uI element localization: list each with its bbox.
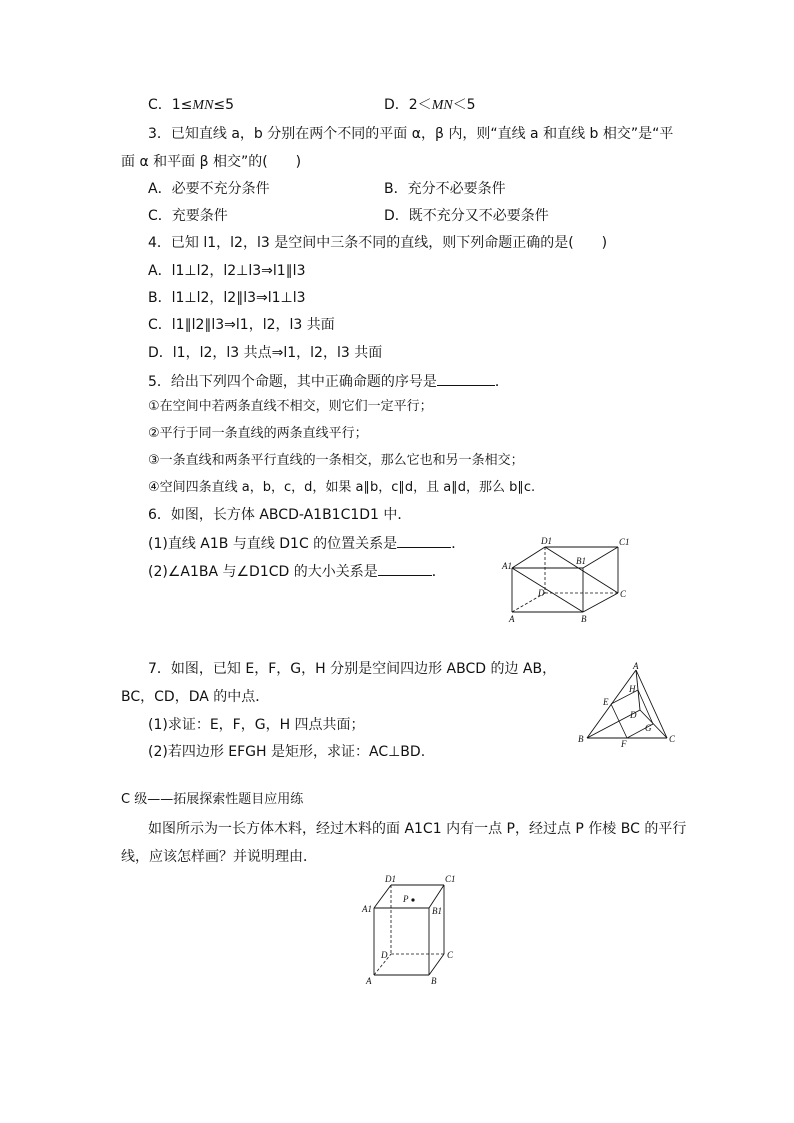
q4-option-b: B．l1⊥l2，l2∥l3⇒l1⊥l3 (148, 290, 306, 306)
c-label-b1: B1 (432, 906, 442, 916)
c-label-d1: D1 (385, 874, 396, 884)
q7-tetrahedron-figure (575, 662, 683, 750)
q4-option-a: A．l1⊥l2，l2⊥l3⇒l1∥l3 (148, 263, 306, 279)
q7-label-e: E (603, 697, 609, 707)
section-c-heading: C 级——拓展探索性题目应用练 (121, 792, 304, 807)
c-label-p: P (403, 894, 409, 904)
q6-label-a1: A1 (502, 561, 512, 571)
q5-item-4: ④空间四条直线 a，b，c，d，如果 a∥b，c∥d，且 a∥d，那么 b∥c. (148, 480, 536, 495)
q7-label-b: B (578, 734, 584, 744)
q4-option-d: D．l1，l2，l3 共点⇒l1，l2，l3 共面 (148, 345, 383, 361)
q7-label-a: A (633, 661, 639, 671)
q5-stem-text: 5．给出下列四个命题，其中正确命题的序号是 (148, 374, 437, 390)
q6-part-2-text: (2)∠A1BA 与∠D1CD 的大小关系是 (148, 564, 378, 580)
q6-label-b1: B1 (576, 556, 586, 566)
q5-item-2: ②平行于同一条直线的两条直线平行； (148, 426, 368, 441)
q6-blank-1 (397, 533, 451, 548)
q6-label-d: D (538, 588, 545, 598)
q5-item-1: ①在空间中若两条直线不相交，则它们一定平行； (148, 399, 433, 414)
q7-label-c: C (669, 734, 676, 744)
q6-label-b: B (581, 614, 587, 624)
section-c-cuboid-figure (358, 870, 462, 990)
c-label-a1: A1 (362, 904, 372, 914)
q5-item-3: ③一条直线和两条平行直线的一条相交，那么它也和另一条相交； (148, 453, 524, 468)
q7-stem-line2: BC，CD，DA 的中点． (121, 689, 270, 705)
q3-option-d: D．既不充分又不必要条件 (384, 208, 549, 224)
q5-answer-blank (437, 371, 495, 386)
c-label-c1: C1 (445, 874, 456, 884)
q7-part-1: (1)求证：E，F，G，H 四点共面； (148, 717, 365, 733)
q6-label-c1: C1 (619, 537, 630, 547)
section-c-body-line1: 如图所示为一长方体木料，经过木料的面 A1C1 内有一点 P，经过点 P 作棱 BC 的平行 (148, 821, 687, 837)
q6-part-1: (1)直线 A1B 与直线 D1C 的位置关系是 ． (148, 533, 465, 553)
q7-label-f: F (621, 739, 627, 749)
c-label-a: A (366, 976, 372, 986)
section-c-body-line2: 线，应该怎样画？并说明理由． (121, 849, 317, 865)
q6-label-a: A (509, 614, 515, 624)
q6-label-d1: D1 (541, 536, 552, 546)
q5-stem: 5．给出下列四个命题，其中正确命题的序号是 ． (148, 371, 509, 391)
q6-cuboid-figure (500, 535, 635, 627)
q6-blank-2 (378, 561, 432, 576)
c-label-b: B (431, 976, 437, 986)
q6-part-2: (2)∠A1BA 与∠D1CD 的大小关系是 ． (148, 561, 446, 581)
q6-stem: 6．如图，长方体 ABCD-A1B1C1D1 中． (148, 507, 412, 523)
q7-label-h: H (629, 684, 636, 694)
q3-option-a: A．必要不充分条件 (148, 181, 270, 197)
point-p-dot (411, 898, 414, 901)
q7-stem-line1: 7．如图，已知 E，F，G，H 分别是空间四边形 ABCD 的边 AB， (148, 661, 557, 677)
q7-label-d: D (630, 710, 637, 720)
q2-option-d: D．2＜MN＜5 (384, 97, 476, 113)
q4-stem: 4．已知 l1，l2，l3 是空间中三条不同的直线，则下列命题正确的是( ) (148, 235, 608, 251)
q7-label-g: G (645, 723, 652, 733)
q2-option-c: C．1≤MN≤5 (148, 97, 235, 113)
q7-part-2: (2)若四边形 EFGH 是矩形，求证：AC⊥BD. (148, 744, 426, 760)
q6-label-c: C (620, 589, 627, 599)
q4-option-c: C．l1∥l2∥l3⇒l1，l2，l3 共面 (148, 317, 335, 333)
q6-part-1-text: (1)直线 A1B 与直线 D1C 的位置关系是 (148, 536, 398, 552)
q3-stem-line2: 面 α 和平面 β 相交”的( ) (121, 154, 302, 170)
c-label-d: D (381, 950, 388, 960)
q3-stem-line1: 3．已知直线 a，b 分别在两个不同的平面 α，β 内，则“直线 a 和直线 b 相交”是“平 (148, 126, 674, 142)
q3-option-b: B．充分不必要条件 (384, 181, 506, 197)
q3-option-c: C．充要条件 (148, 208, 228, 224)
c-label-c: C (447, 950, 454, 960)
